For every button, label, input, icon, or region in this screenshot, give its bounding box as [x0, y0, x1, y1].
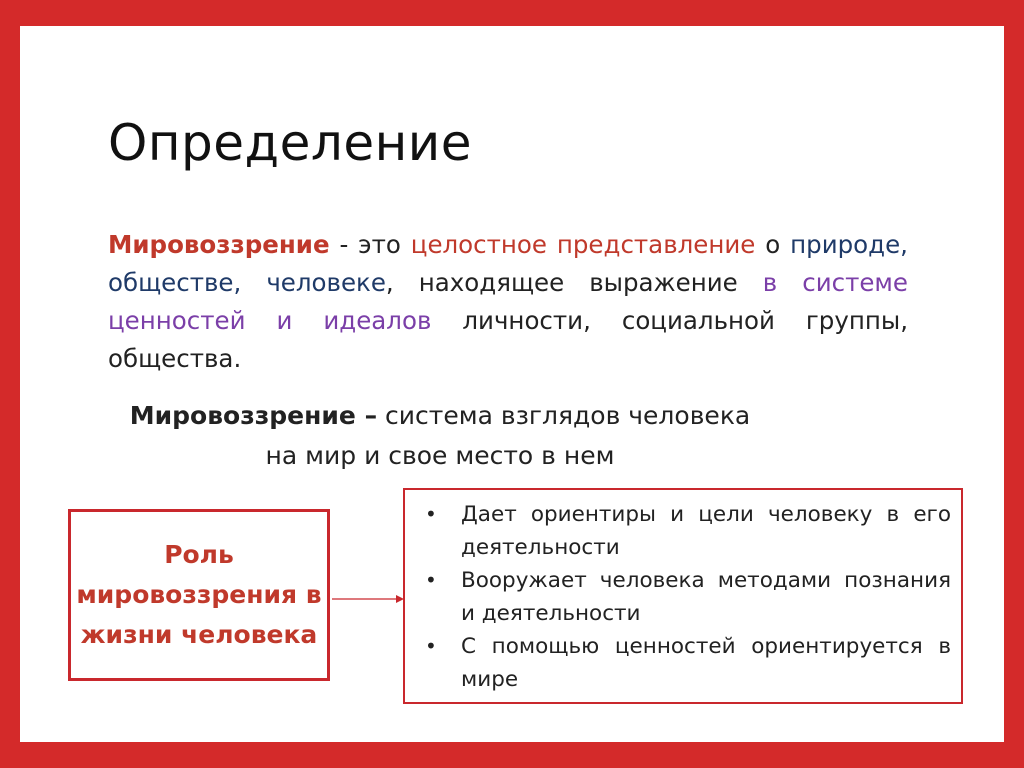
role-box: [68, 509, 330, 681]
definition2-line2: на мир и свое место в нем: [265, 441, 615, 470]
slide: [20, 26, 1004, 742]
list-item: • Вооружает человека методами познания и деятельности: [423, 564, 951, 630]
bullet-icon: •: [425, 634, 437, 658]
definition-secondary: [120, 396, 760, 476]
definition-term: Мировоззрение: [108, 230, 330, 259]
role-label: Роль мировоззрения в жизни человека: [76, 540, 322, 649]
definition-about: о: [755, 230, 791, 259]
definition-values: в системе ценностей и идеалов: [108, 268, 908, 335]
definition-subjects: природе, обществе, человеке: [108, 230, 908, 297]
definition-holistic: целостное представление: [410, 230, 756, 259]
definition2-line1: система взглядов человека: [377, 401, 751, 430]
definition-middle: , находящее выражение: [385, 268, 763, 297]
list-item: • Дает ориентиры и цели человеку в его деятельности: [423, 498, 951, 564]
definition2-term: Мировоззрение –: [129, 401, 378, 430]
slide-title: Определение: [108, 114, 473, 172]
functions-box: [403, 488, 963, 704]
definition-dash: - это: [329, 230, 411, 259]
functions-list: [423, 498, 951, 696]
definition-paragraph: [108, 226, 908, 378]
list-item: • С помощью ценностей ориентируется в мире: [423, 630, 951, 696]
definition-end: личности, социальной группы, общества.: [108, 306, 908, 373]
arrow-icon: [332, 594, 404, 604]
bullet-icon: •: [425, 568, 437, 592]
bullet-icon: •: [425, 502, 437, 526]
